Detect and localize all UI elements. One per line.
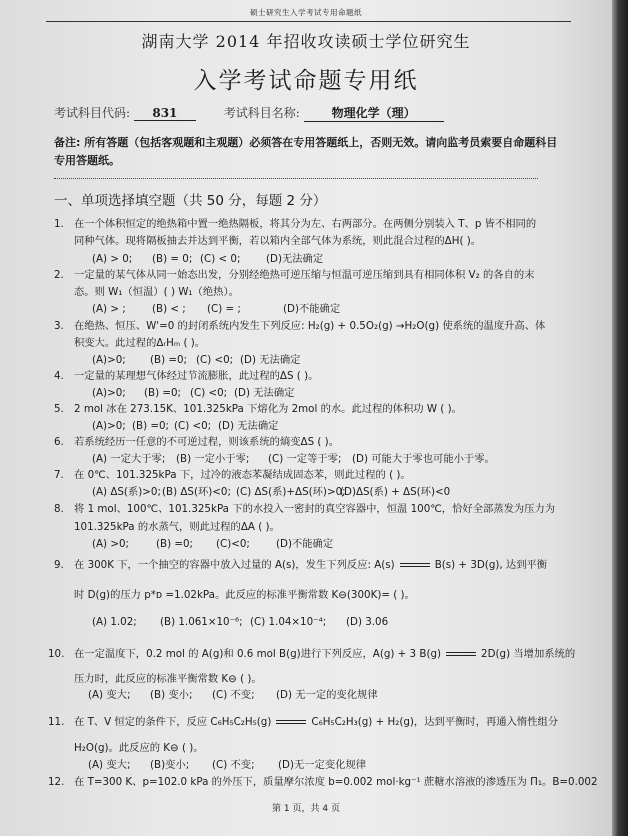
option-a: (A) ΔS(系)>0; bbox=[92, 486, 161, 498]
question-text: 在一个体积恒定的绝热箱中置一绝热隔板，将其分为左、右两部分。在两侧分别装入 T、p 皆不相同的 bbox=[74, 218, 537, 230]
question-8-options bbox=[92, 535, 333, 550]
dotted-divider bbox=[54, 178, 538, 179]
option-b: (B) 1.061×10⁻⁶; bbox=[160, 616, 243, 628]
page-number: 第 1 页，共 4 页 bbox=[272, 804, 340, 814]
question-2 bbox=[54, 266, 534, 281]
header-rule bbox=[46, 21, 571, 22]
question-number: 8. bbox=[54, 503, 64, 515]
question-5-options bbox=[92, 417, 278, 432]
option-d: (D)无一定变化规律 bbox=[278, 759, 367, 771]
question-11 bbox=[48, 713, 558, 728]
question-number: 7. bbox=[54, 469, 64, 481]
option-c: (C) < 0; bbox=[200, 253, 241, 265]
option-b: (B) 变小; bbox=[150, 689, 193, 701]
question-text: 若系统经历一任意的不可逆过程，则该系统的熵变ΔS ( )。 bbox=[74, 436, 339, 448]
question-3 bbox=[54, 317, 545, 332]
question-1-options bbox=[92, 250, 323, 265]
option-b: (B) =0; bbox=[144, 387, 182, 399]
question-text: 将 1 mol、100℃、101.325kPa 下的水投入一密封的真空容器中，恒温 100℃，恰好全部蒸发为压力为 bbox=[74, 503, 556, 515]
question-text: 在 T、V 恒定的条件下，反应 C₆H₅C₂H₅(g) bbox=[74, 716, 272, 728]
photo-dark-edge bbox=[612, 0, 628, 836]
option-d: (D)无法确定 bbox=[266, 253, 324, 265]
equilibrium-arrow-icon bbox=[400, 562, 430, 568]
option-d: (D) 3.06 bbox=[346, 616, 389, 628]
question-text: 在 0℃、101.325kPa 下，过冷的液态苯凝结成固态苯，则此过程的 ( )。 bbox=[74, 469, 411, 481]
subject-code-label: 考试科目代码: bbox=[54, 106, 131, 120]
exam-note: 备注: 所有答题（包括客观题和主观题）必须答在专用答题纸上，否则无效。请向监考员索要自命题科目专用答题纸。 bbox=[54, 136, 558, 167]
question-7 bbox=[54, 466, 411, 481]
option-d: (D) 无一定的变化规律 bbox=[276, 689, 378, 701]
question-text: 一定量的某理想气体经过节流膨胀，此过程的ΔS ( )。 bbox=[74, 370, 319, 382]
option-b: (B)变小; bbox=[150, 759, 190, 771]
option-c: (C) = ; bbox=[207, 303, 241, 315]
option-a: (A)>0; bbox=[92, 354, 126, 366]
question-7-options bbox=[92, 483, 450, 498]
question-text: 在 300K 下，一个抽空的容器中放入过量的 A(s)，发生下列反应: A(s) bbox=[74, 559, 395, 571]
question-3-options bbox=[92, 351, 300, 366]
option-c: (C) 不变; bbox=[212, 689, 255, 701]
option-a: (A) > ; bbox=[92, 303, 126, 315]
question-4-options bbox=[92, 384, 294, 399]
question-number: 2. bbox=[54, 269, 64, 281]
option-b: (B) =0; bbox=[150, 354, 188, 366]
option-c: (C) <0; bbox=[190, 387, 228, 399]
option-c: (C) 一定等于零; bbox=[268, 453, 342, 465]
question-3-line2: 积变大。此过程的ΔᵣHₘ ( )。 bbox=[74, 337, 206, 349]
option-b: (B) =0; bbox=[132, 420, 170, 432]
subject-name-value: 物理化学（理） bbox=[304, 104, 444, 122]
option-a: (A) 一定大于零; bbox=[92, 453, 166, 465]
option-a: (A) 变大; bbox=[88, 759, 131, 771]
option-d: (D)不能确定 bbox=[276, 538, 334, 550]
question-number: 4. bbox=[54, 370, 64, 382]
subject-name-label: 考试科目名称: bbox=[223, 106, 300, 120]
option-d: (D) 无法确定 bbox=[218, 420, 279, 432]
question-8 bbox=[54, 500, 555, 515]
option-b: (B) < ; bbox=[152, 303, 186, 315]
question-9-options bbox=[92, 616, 388, 628]
question-text-cont: B(s) + 3D(g), 达到平衡 bbox=[434, 559, 548, 571]
question-number: 10. bbox=[48, 648, 65, 660]
question-text: 在 T=300 K、p=102.0 kPa 的外压下，质量摩尔浓度 b=0.002 mol·kg⁻¹ 蔗糖水溶液的渗透压为 Π₁。B=0.002 bbox=[74, 776, 598, 788]
section-title: 一、单项选择填空题（共 50 分，每题 2 分） bbox=[54, 193, 327, 209]
equilibrium-arrow-icon bbox=[276, 719, 306, 725]
question-6-options bbox=[92, 450, 495, 465]
question-number: 1. bbox=[54, 218, 64, 230]
question-number: 6. bbox=[54, 436, 64, 448]
option-a: (A) 1.02; bbox=[92, 616, 137, 628]
question-11-line2: H₂O(g)。此反应的 K⊖ ( )。 bbox=[74, 742, 204, 754]
question-4 bbox=[54, 367, 318, 382]
equilibrium-arrow-icon bbox=[446, 651, 476, 657]
question-text: 一定量的某气体从同一始态出发，分别经绝热可逆压缩与恒温可逆压缩到具有相同体积 V₂ 的各自的末 bbox=[74, 269, 535, 281]
question-6 bbox=[54, 433, 339, 448]
option-c: (C) <0; bbox=[174, 420, 212, 432]
question-number: 9. bbox=[54, 559, 64, 571]
question-12 bbox=[48, 773, 598, 788]
question-10-options bbox=[88, 686, 378, 701]
option-b: (B) 一定小于零; bbox=[176, 453, 250, 465]
page-title: 入学考试命题专用纸 bbox=[193, 68, 419, 94]
question-number: 11. bbox=[48, 716, 65, 728]
option-c: (C) 不变; bbox=[212, 759, 255, 771]
question-text-cont: C₆H₅C₂H₃(g) + H₂(g)，达到平衡时，再通入惰性组分 bbox=[311, 716, 559, 728]
question-text: 在一定温度下，0.2 mol 的 A(g)和 0.6 mol B(g)进行下列反应，A(g) + 3 B(g) bbox=[74, 648, 442, 660]
option-c: (C) ΔS(系)+ΔS(环)>0; bbox=[236, 486, 346, 498]
option-c: (C)<0; bbox=[216, 538, 250, 550]
option-b: (B) =0; bbox=[156, 538, 194, 550]
option-d: (D)ΔS(系) + ΔS(环)<0 bbox=[340, 486, 451, 498]
subject-code-value: 831 bbox=[134, 106, 196, 121]
option-a: (A) >0; bbox=[92, 538, 129, 550]
question-10 bbox=[48, 645, 575, 660]
question-8-line2: 101.325kPa 的水蒸气，则此过程的ΔA ( )。 bbox=[74, 521, 280, 533]
option-c: (C) 1.04×10⁻⁴; bbox=[250, 616, 327, 628]
option-d: (D)不能确定 bbox=[283, 303, 341, 315]
question-5 bbox=[54, 400, 462, 415]
option-d: (D) 无法确定 bbox=[234, 387, 295, 399]
question-text: 在绝热、恒压、W'=0 的封闭系统内发生下列反应: H₂(g) + 0.5O₂(g) →H₂O(g) 使系统的温度升高、体 bbox=[74, 320, 546, 332]
question-2-line2: 态。则 W₁（恒温）( ) W₁（绝热）。 bbox=[74, 286, 239, 298]
option-d: (D) 无法确定 bbox=[240, 354, 301, 366]
option-b: (B) = 0; bbox=[152, 253, 193, 265]
question-2-options bbox=[92, 300, 340, 315]
question-10-line2: 压力时，此反应的标准平衡常数 K⊖ ( )。 bbox=[74, 673, 262, 685]
question-text-cont: 2D(g) 当增加系统的 bbox=[481, 648, 576, 660]
university-title: 湖南大学 2014 年招收攻读硕士学位研究生 bbox=[141, 32, 471, 51]
question-9-line2: 时 D(g)的压力 p*ᴅ =1.02kPa。此反应的标准平衡常数 K⊖(300K)= ( )。 bbox=[74, 589, 415, 601]
option-a: (A)>0; bbox=[92, 420, 126, 432]
option-c: (C) <0; bbox=[196, 354, 234, 366]
question-text: 2 mol 冰在 273.15K、101.325kPa 下熔化为 2mol 的水。此过程的体积功 W ( )。 bbox=[74, 403, 462, 415]
option-a: (A)>0; bbox=[92, 387, 126, 399]
option-d: (D) 可能大于零也可能小于零。 bbox=[352, 453, 495, 465]
subject-info bbox=[54, 104, 444, 122]
running-header: 硕士研究生入学考试专用命题纸 bbox=[250, 8, 362, 17]
question-1 bbox=[54, 215, 536, 230]
option-b: (B) ΔS(环)<0; bbox=[162, 486, 231, 498]
question-11-options bbox=[88, 756, 366, 771]
question-1-line2: 同种气体。现将隔板抽去并达到平衡，若以箱内全部气体为系统，则此混合过程的ΔH( )。 bbox=[74, 235, 482, 247]
question-number: 5. bbox=[54, 403, 64, 415]
question-number: 12. bbox=[48, 776, 65, 788]
option-a: (A) 变大; bbox=[88, 689, 131, 701]
question-9 bbox=[54, 556, 547, 571]
option-a: (A) > 0; bbox=[92, 253, 133, 265]
question-number: 3. bbox=[54, 320, 64, 332]
